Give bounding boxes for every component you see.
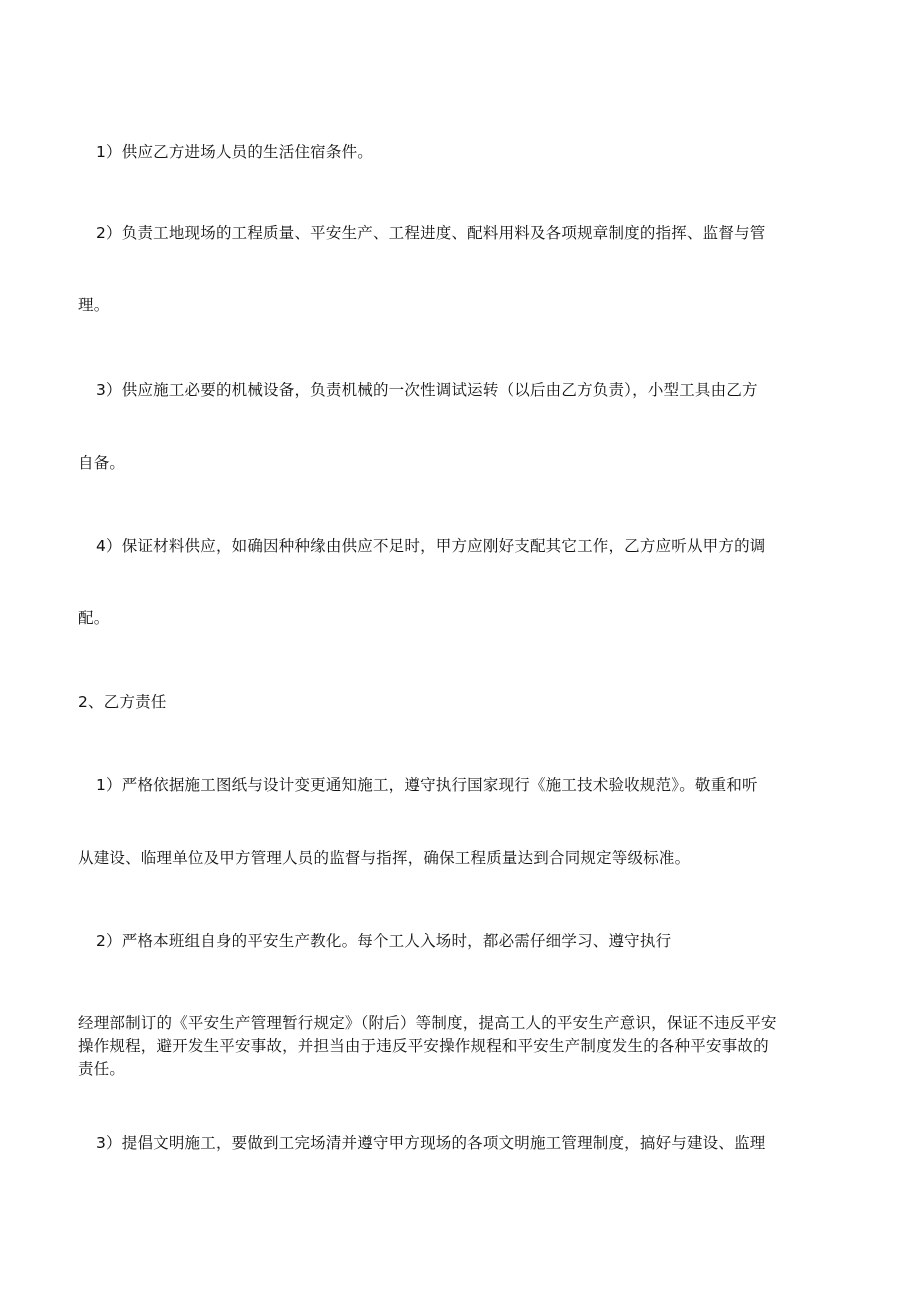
text-line-a-4-cont: 配。: [78, 609, 110, 627]
text-line-b-1: 1）严格依据施工图纸与设计变更通知施工，遵守执行国家现行《施工技术验收规范》。敬重和听: [96, 776, 758, 794]
text-line-a-1: 1）供应乙方进场人员的生活住宿条件。: [96, 143, 373, 161]
text-line-a-2-cont: 理。: [78, 296, 110, 314]
section-heading: 2、乙方责任: [78, 693, 167, 711]
text-line-a-3-cont: 自备。: [78, 454, 126, 472]
text-line-a-4: 4）保证材料供应，如确因种种缘由供应不足时，甲方应刚好支配其它工作，乙方应听从甲方的调: [96, 537, 766, 555]
text-line-b-2-cont1: 经理部制订的《平安生产管理暂行规定》（附后）等制度，提高工人的平安生产意识，保证不违反平安: [78, 1014, 777, 1032]
text-line-b-2-cont2: 操作规程，避开发生平安事故，并担当由于违反平安操作规程和平安生产制度发生的各种平安事故的: [78, 1037, 769, 1055]
text-line-b-3: 3）提倡文明施工，要做到工完场清并遵守甲方现场的各项文明施工管理制度，搞好与建设、监理: [96, 1134, 766, 1152]
text-line-b-2-cont3: 责任。: [78, 1060, 126, 1078]
text-line-a-3: 3）供应施工必要的机械设备，负责机械的一次性调试运转（以后由乙方负责），小型工具由乙方: [96, 381, 758, 399]
text-line-b-1-cont: 从建设、临理单位及甲方管理人员的监督与指挥，确保工程质量达到合同规定等级标准。: [78, 849, 691, 867]
text-line-b-2: 2）严格本班组自身的平安生产教化。每个工人入场时，都必需仔细学习、遵守执行: [96, 932, 672, 950]
text-line-a-2: 2）负责工地现场的工程质量、平安生产、工程进度、配料用料及各项规章制度的指挥、监督与管: [96, 224, 766, 242]
